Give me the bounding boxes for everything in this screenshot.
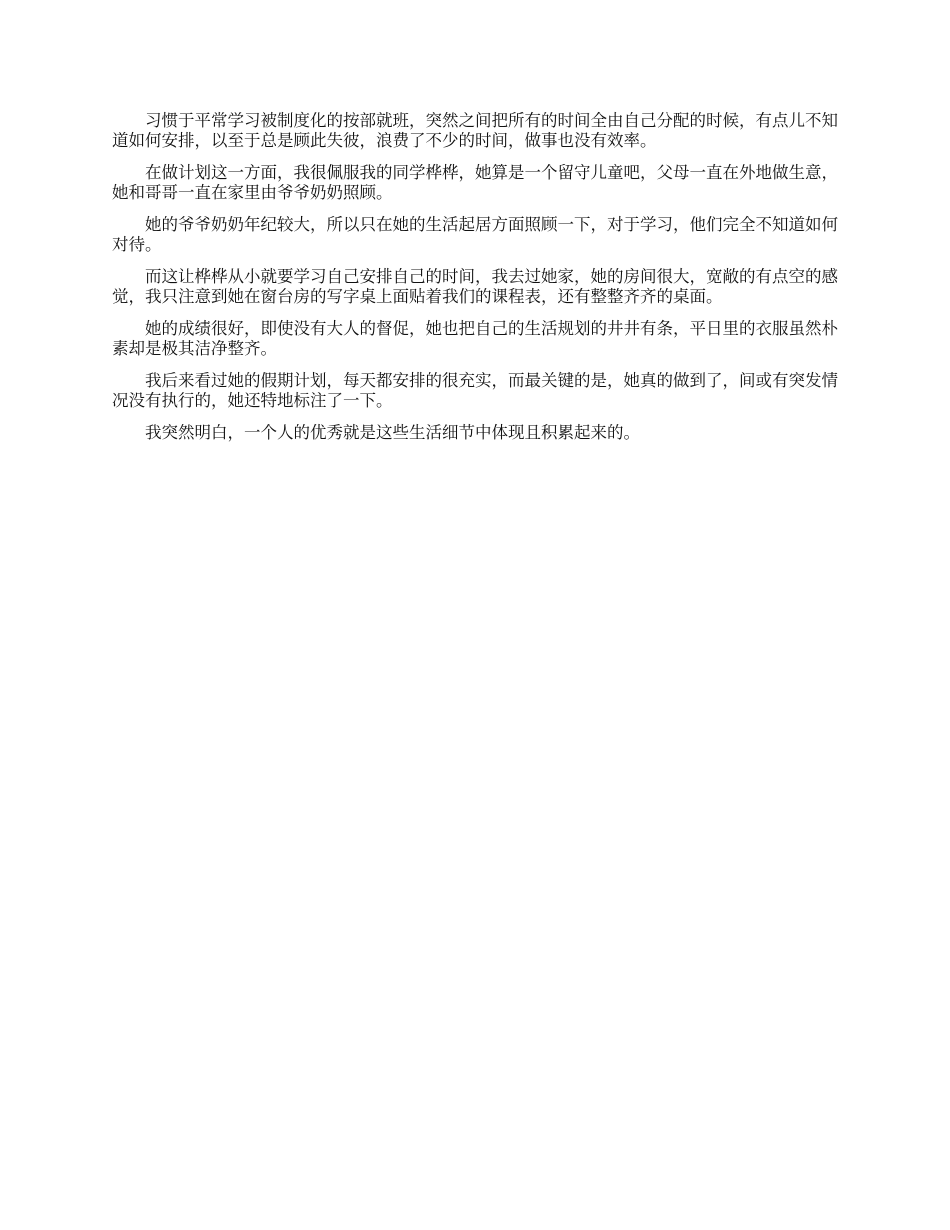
paragraph-7: 我突然明白，一个人的优秀就是这些生活细节中体现且积累起来的。 bbox=[145, 423, 640, 442]
paragraph-5: 她的成绩很好，即使没有大人的督促，她也把自己的生活规划的井井有条，平日里的衣服虽然朴素却是极其洁净整齐。 bbox=[112, 319, 838, 358]
paragraph-4: 而这让桦桦从小就要学习自己安排自己的时间，我去过她家，她的房间很大，宽敞的有点空的感觉，我只注意到她在窗台房的写字桌上面贴着我们的课程表，还有整整齐齐的桌面。 bbox=[112, 267, 838, 306]
document-body bbox=[112, 111, 838, 455]
paragraph-6: 我后来看过她的假期计划，每天都安排的很充实，而最关键的是，她真的做到了，间或有突发情况没有执行的，她还特地标注了一下。 bbox=[112, 371, 838, 410]
paragraph-1: 习惯于平常学习被制度化的按部就班，突然之间把所有的时间全由自己分配的时候，有点儿不知道如何安排，以至于总是顾此失彼，浪费了不少的时间，做事也没有效率。 bbox=[112, 111, 838, 150]
paragraph-3: 她的爷爷奶奶年纪较大，所以只在她的生活起居方面照顾一下，对于学习，他们完全不知道如何对待。 bbox=[112, 215, 838, 254]
paragraph-2: 在做计划这一方面，我很佩服我的同学桦桦，她算是一个留守儿童吧，父母一直在外地做生意，她和哥哥一直在家里由爷爷奶奶照顾。 bbox=[112, 163, 838, 202]
